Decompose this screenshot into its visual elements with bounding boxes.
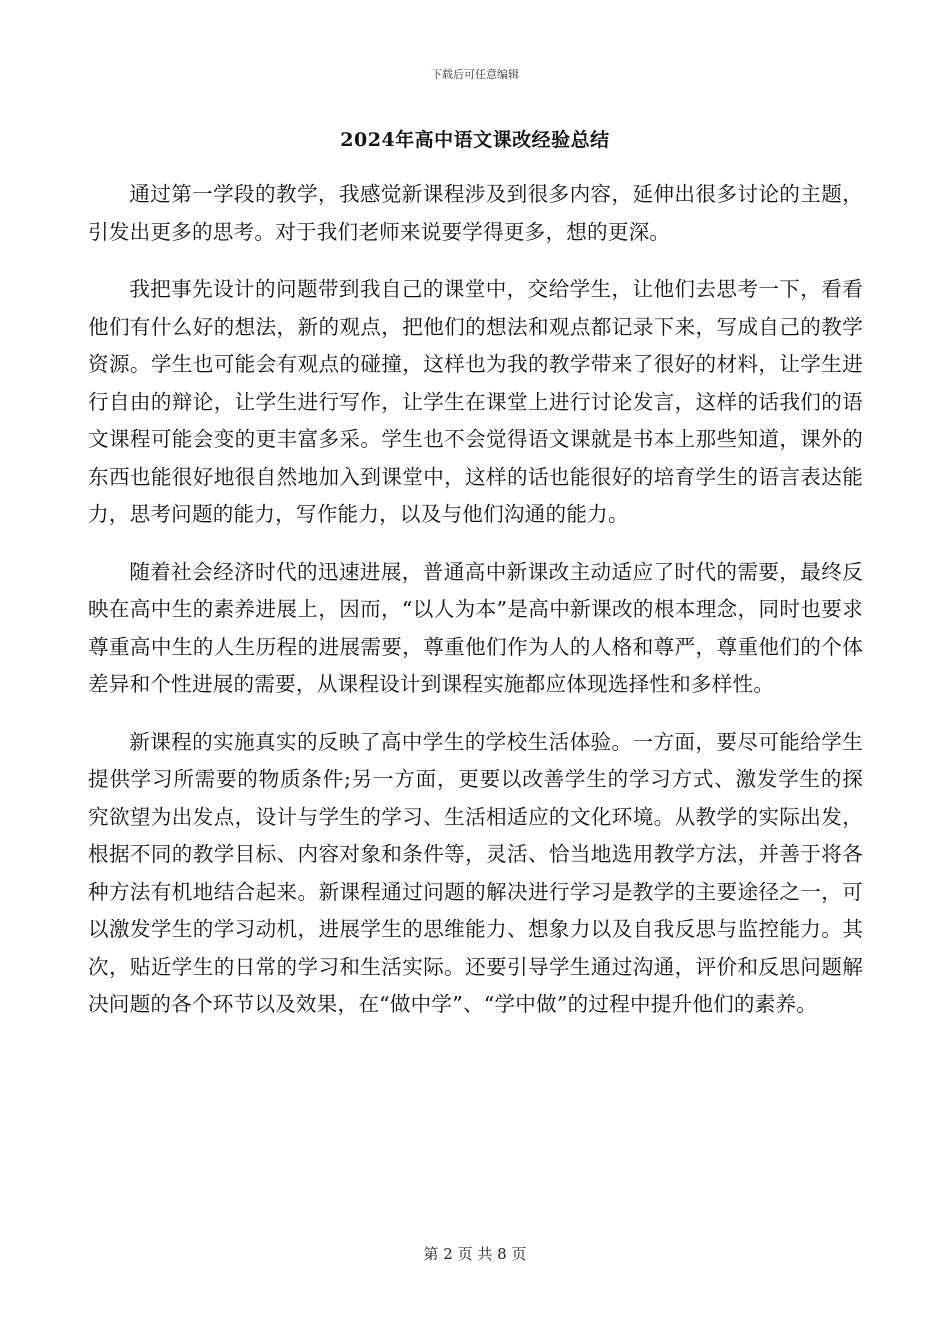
- paragraph-1: 通过第一学段的教学，我感觉新课程涉及到很多内容，延伸出很多讨论的主题，引发出更多的思考。对于我们老师来说要学得更多，想的更深。: [88, 182, 863, 244]
- document-body: [88, 176, 863, 1044]
- paragraph-4: 新课程的实施真实的反映了高中学生的学校生活体验。一方面，要尽可能给学生提供学习所需要的物质条件;另一方面，更要以改善学生的学习方式、激发学生的探究欲望为出发点，设计与学生的学习、生活相适应的文化环境。从教学的实际出发，根据不同的教学目标、内容对象和条件等，灵活、恰当地选用教学方法，并善于将各种方法有机地结合起来。新课程通过问题的解决进行学习是教学的主要途径之一，可以激发学生的学习动机，进展学生的思维能力、想象力以及自我反思与监控能力。其次，贴近学生的日常的学习和生活实际。还要引导学生通过沟通，评价和反思问题解决问题的各个环节以及效果，在“做中学”、“学中做”的过程中提升他们的素养。: [88, 729, 863, 1016]
- paragraph-2: 我把事先设计的问题带到我自己的课堂中，交给学生，让他们去思考一下，看看他们有什么好的想法，新的观点，把他们的想法和观点都记录下来，写成自己的教学资源。学生也可能会有观点的碰撞，这样也为我的教学带来了很好的材料，让学生进行自由的辩论，让学生进行写作，让学生在课堂上进行讨论发言，这样的话我们的语文课程可能会变的更丰富多采。学生也不会觉得语文课就是书本上那些知道，课外的东西也能很好地很自然地加入到课堂中，这样的话也能很好的培育学生的语言表达能力，思考问题的能力，写作能力，以及与他们沟通的能力。: [88, 277, 863, 526]
- paragraph-3: 随着社会经济时代的迅速进展，普通高中新课改主动适应了时代的需要，最终反映在高中生的素养进展上，因而，“以人为本”是高中新课改的根本理念，同时也要求尊重高中生的人生历程的进展需要，尊重他们作为人的人格和尊严，尊重他们的个体差异和个性进展的需要，从课程设计到课程实施都应体现选择性和多样性。: [88, 559, 863, 696]
- header-note: 下载后可任意编辑: [431, 68, 519, 81]
- page-number: 第 2 页 共 8 页: [423, 1245, 527, 1263]
- document-title: 2024年高中语文课改经验总结: [340, 129, 610, 151]
